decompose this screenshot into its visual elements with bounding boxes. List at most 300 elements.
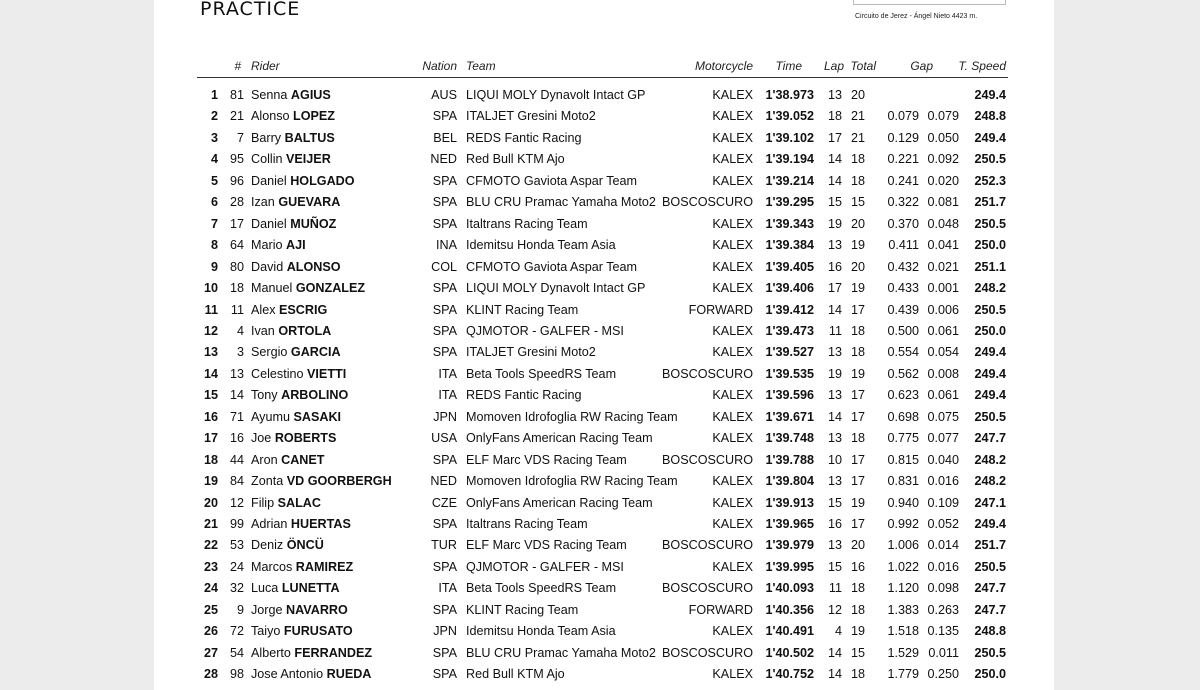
rider-last-name: MUÑOZ [290, 216, 337, 231]
time-cell: 1'39.527 [765, 345, 814, 360]
lap-cell: 16 [827, 517, 842, 531]
motorcycle-cell: BOSCOSCURO [662, 538, 753, 553]
position-cell: 7 [210, 216, 218, 231]
rider-name-cell [251, 171, 355, 193]
prev-gap-cell: 0.050 [927, 130, 959, 145]
rider-name-cell [251, 535, 324, 557]
rider-first-name: Manuel [251, 281, 293, 296]
position-cell: 14 [203, 366, 218, 381]
top-speed-cell: 251.1 [974, 259, 1006, 274]
rider-first-name: Jose Antonio [251, 667, 324, 682]
position-cell: 1 [210, 88, 218, 102]
rider-first-name: Collin [251, 152, 283, 167]
rider-last-name: ARBOLINO [281, 388, 349, 403]
total-laps-cell: 19 [850, 366, 865, 381]
time-cell: 1'39.788 [765, 452, 814, 467]
rider-number-cell: 32 [229, 581, 244, 596]
motorcycle-cell: BOSCOSCURO [662, 581, 753, 596]
time-cell: 1'39.412 [765, 302, 814, 317]
nation-cell: SPA [432, 323, 457, 338]
table-row [154, 192, 1054, 214]
time-cell: 1'39.995 [765, 559, 814, 574]
table-row [154, 493, 1054, 515]
rider-name-cell [251, 342, 341, 364]
nation-cell: ITA [438, 366, 457, 381]
rider-number-cell: 13 [229, 366, 244, 381]
lap-cell: 13 [827, 431, 842, 446]
prev-gap-cell: 0.006 [927, 302, 959, 317]
motorcycle-cell: KALEX [712, 559, 753, 574]
position-cell: 19 [203, 474, 218, 489]
table-row [154, 664, 1054, 686]
total-laps-cell: 19 [850, 495, 865, 510]
table-row [154, 385, 1054, 407]
lap-cell: 14 [827, 173, 842, 188]
lap-cell: 14 [827, 152, 842, 167]
rider-number-cell: 53 [229, 538, 244, 553]
time-cell: 1'39.804 [765, 474, 814, 489]
rider-last-name: ÖNCÜ [286, 538, 324, 553]
nation-cell: SPA [432, 559, 457, 574]
team-cell: Momoven Idrofoglia RW Racing Team [466, 409, 678, 424]
total-laps-cell: 20 [850, 538, 865, 553]
top-speed-cell: 249.4 [974, 366, 1006, 381]
time-cell: 1'40.752 [765, 667, 814, 682]
top-speed-cell: 250.5 [974, 409, 1006, 424]
position-cell: 13 [203, 345, 218, 360]
lap-cell: 19 [827, 366, 842, 381]
total-laps-cell: 19 [850, 624, 865, 639]
total-laps-cell: 17 [850, 452, 865, 467]
table-row [154, 235, 1054, 257]
motorcycle-cell: KALEX [712, 259, 753, 274]
table-row [154, 128, 1054, 150]
prev-gap-cell: 0.098 [927, 581, 959, 596]
table-row [154, 514, 1054, 536]
position-cell: 27 [203, 645, 218, 660]
rider-name-cell [251, 428, 336, 450]
table-row [154, 471, 1054, 493]
nation-cell: CZE [431, 495, 457, 510]
prev-gap-cell: 0.081 [927, 195, 959, 210]
motorcycle-cell: BOSCOSCURO [662, 366, 753, 381]
team-cell: ELF Marc VDS Racing Team [466, 452, 627, 467]
rider-first-name: Taiyo [251, 624, 281, 639]
col-motorcycle: Motorcycle [694, 59, 753, 73]
rider-number-cell: 3 [236, 345, 244, 360]
gap-cell: 1.529 [887, 645, 919, 660]
total-laps-cell: 15 [850, 195, 865, 210]
total-laps-cell: 17 [850, 302, 865, 317]
total-laps-cell: 18 [850, 667, 865, 682]
rider-name-cell [251, 321, 331, 343]
rider-name-cell [251, 106, 335, 128]
lap-cell: 14 [827, 409, 842, 424]
motorcycle-cell: FORWARD [688, 602, 753, 617]
team-cell: Beta Tools SpeedRS Team [466, 581, 617, 596]
team-cell: ITALJET Gresini Moto2 [466, 109, 596, 124]
lap-cell: 14 [827, 667, 842, 682]
prev-gap-cell: 0.021 [927, 259, 959, 274]
gap-cell: 0.562 [887, 366, 919, 381]
position-cell: 3 [210, 130, 218, 145]
rider-first-name: Senna [251, 88, 288, 102]
time-cell: 1'38.973 [765, 88, 814, 102]
prev-gap-cell: 0.109 [927, 495, 959, 510]
rider-number-cell: 72 [229, 624, 244, 639]
motorcycle-cell: KALEX [712, 431, 753, 446]
position-cell: 6 [210, 195, 218, 210]
top-speed-cell: 247.7 [974, 581, 1006, 596]
rider-name-cell [251, 600, 348, 622]
rider-number-cell: 44 [229, 452, 244, 467]
table-row [154, 300, 1054, 322]
lap-cell: 17 [827, 130, 842, 145]
table-row [154, 342, 1054, 364]
rider-last-name: BALTUS [284, 130, 335, 145]
rider-name-cell [251, 557, 353, 579]
team-cell: CFMOTO Gaviota Aspar Team [466, 259, 638, 274]
motorcycle-cell: BOSCOSCURO [662, 645, 753, 660]
table-row [154, 621, 1054, 643]
time-cell: 1'39.748 [765, 431, 814, 446]
rider-first-name: Luca [251, 581, 279, 596]
prev-gap-cell: 0.061 [927, 323, 959, 338]
gap-cell: 0.698 [887, 409, 919, 424]
rider-last-name: HOLGADO [290, 173, 355, 188]
total-laps-cell: 18 [850, 602, 865, 617]
team-cell: REDS Fantic Racing [466, 130, 582, 145]
rider-number-cell: 11 [230, 302, 244, 317]
table-row [154, 407, 1054, 429]
prev-gap-cell: 0.079 [927, 109, 959, 124]
team-cell: Italtrans Racing Team [466, 517, 588, 531]
time-cell: 1'39.979 [765, 538, 814, 553]
prev-gap-cell: 0.008 [927, 366, 959, 381]
table-row [154, 428, 1054, 450]
lap-cell: 13 [827, 88, 842, 102]
time-cell: 1'39.052 [765, 109, 814, 124]
team-cell: ELF Marc VDS Racing Team [466, 538, 627, 553]
top-speed-cell: 249.4 [974, 388, 1006, 403]
rider-number-cell: 99 [229, 517, 244, 531]
motorcycle-cell: KALEX [712, 474, 753, 489]
rider-number-cell: 96 [229, 173, 244, 188]
top-speed-cell: 247.1 [974, 495, 1006, 510]
gap-cell: 0.432 [887, 259, 919, 274]
position-cell: 22 [203, 538, 218, 553]
time-cell: 1'39.596 [765, 388, 814, 403]
motorcycle-cell: KALEX [712, 388, 753, 403]
team-cell: Italtrans Racing Team [466, 216, 588, 231]
lap-cell: 4 [834, 624, 842, 639]
gap-cell: 0.500 [887, 323, 919, 338]
col-time: Time [775, 59, 802, 73]
position-cell: 17 [203, 431, 218, 446]
position-cell: 18 [203, 452, 218, 467]
rider-number-cell: 64 [229, 238, 244, 253]
team-cell: QJMOTOR - GALFER - MSI [466, 559, 624, 574]
rider-first-name: Alberto [251, 645, 291, 660]
total-laps-cell: 17 [850, 517, 865, 531]
nation-cell: SPA [432, 195, 457, 210]
rider-first-name: Celestino [251, 366, 304, 381]
table-row [154, 171, 1054, 193]
rider-number-cell: 81 [229, 88, 244, 102]
rider-first-name: Marcos [251, 559, 293, 574]
time-cell: 1'39.913 [765, 495, 814, 510]
col-gap: Gap [910, 59, 933, 73]
nation-cell: SPA [432, 173, 457, 188]
total-laps-cell: 21 [850, 130, 865, 145]
rider-first-name: Izan [251, 195, 275, 210]
team-cell: Idemitsu Honda Team Asia [466, 624, 616, 639]
team-cell: Momoven Idrofoglia RW Racing Team [466, 474, 678, 489]
top-speed-cell: 252.3 [974, 173, 1006, 188]
motorcycle-cell: FORWARD [688, 302, 753, 317]
table-row [154, 106, 1054, 128]
table-row [154, 535, 1054, 557]
time-cell: 1'39.473 [765, 323, 814, 338]
time-cell: 1'40.093 [765, 581, 814, 596]
col-total: Total [850, 59, 876, 73]
motorcycle-cell: KALEX [712, 345, 753, 360]
rider-name-cell [251, 257, 341, 279]
time-cell: 1'39.671 [765, 409, 814, 424]
prev-gap-cell: 0.250 [927, 667, 959, 682]
top-speed-cell: 248.8 [974, 624, 1006, 639]
lap-cell: 14 [827, 645, 842, 660]
motorcycle-cell: KALEX [712, 173, 753, 188]
lap-cell: 15 [827, 195, 842, 210]
motorcycle-cell: KALEX [712, 409, 753, 424]
team-cell: KLINT Racing Team [466, 302, 579, 317]
position-cell: 28 [203, 667, 218, 682]
top-speed-cell: 248.2 [974, 452, 1006, 467]
lap-cell: 16 [827, 259, 842, 274]
gap-cell: 0.411 [888, 238, 919, 253]
position-cell: 15 [203, 388, 218, 403]
time-cell: 1'39.535 [765, 366, 814, 381]
top-speed-cell: 250.5 [974, 216, 1006, 231]
rider-first-name: Joe [251, 431, 272, 446]
time-cell: 1'39.214 [765, 173, 814, 188]
col-speed: T. Speed [958, 59, 1006, 73]
rider-name-cell [251, 578, 340, 600]
rider-name-cell [251, 278, 365, 300]
total-laps-cell: 16 [850, 559, 865, 574]
rider-number-cell: 54 [229, 645, 244, 660]
time-cell: 1'39.406 [765, 281, 814, 296]
rider-last-name: RUEDA [326, 667, 372, 682]
nation-cell: SPA [432, 216, 457, 231]
time-cell: 1'39.295 [765, 195, 814, 210]
team-cell: Idemitsu Honda Team Asia [466, 238, 616, 253]
circuit-info: Circuito de Jerez - Ángel Nieto 4423 m. [855, 13, 978, 20]
rider-last-name: LOPEZ [293, 109, 335, 124]
nation-cell: JPN [433, 409, 457, 424]
col-team: Team [466, 59, 496, 73]
time-cell: 1'39.965 [765, 517, 814, 531]
total-laps-cell: 18 [850, 152, 865, 167]
rider-name-cell [251, 214, 336, 236]
position-cell: 21 [203, 517, 218, 531]
rider-first-name: Sergio [251, 345, 288, 360]
nation-cell: ITA [438, 388, 457, 403]
rider-first-name: Aron [251, 452, 278, 467]
nation-cell: JPN [433, 624, 457, 639]
table-row [154, 149, 1054, 171]
rider-name-cell [251, 450, 325, 472]
prev-gap-cell: 0.040 [927, 452, 959, 467]
top-speed-cell: 250.0 [974, 238, 1006, 253]
team-cell: QJMOTOR - GALFER - MSI [466, 323, 624, 338]
total-laps-cell: 17 [850, 409, 865, 424]
rider-first-name: Ivan [251, 323, 275, 338]
top-speed-cell: 248.2 [974, 474, 1006, 489]
motorcycle-cell: KALEX [712, 624, 753, 639]
nation-cell: USA [431, 431, 457, 446]
total-laps-cell: 17 [850, 474, 865, 489]
table-row [154, 321, 1054, 343]
top-speed-cell: 251.7 [974, 538, 1006, 553]
nation-cell: TUR [431, 538, 457, 553]
rider-name-cell [251, 385, 348, 407]
gap-cell: 0.129 [887, 130, 919, 145]
motorcycle-cell: KALEX [712, 130, 753, 145]
rider-first-name: Deniz [251, 538, 284, 553]
motorcycle-cell: KALEX [712, 323, 753, 338]
rider-name-cell [251, 493, 321, 515]
total-laps-cell: 18 [850, 323, 865, 338]
team-cell: Red Bull KTM Ajo [466, 667, 565, 682]
rider-last-name: LUNETTA [281, 581, 340, 596]
gap-cell: 0.241 [887, 173, 919, 188]
lap-cell: 11 [828, 581, 842, 596]
gap-cell: 0.554 [887, 345, 919, 360]
nation-cell: SPA [432, 281, 457, 296]
gap-cell: 0.775 [887, 431, 919, 446]
rider-last-name: GUEVARA [278, 195, 341, 210]
prev-gap-cell: 0.052 [927, 517, 959, 531]
position-cell: 9 [210, 259, 218, 274]
table-row [154, 578, 1054, 600]
position-cell: 24 [203, 581, 218, 596]
table-row [154, 85, 1054, 107]
gap-cell: 1.120 [887, 581, 919, 596]
rider-number-cell: 14 [229, 388, 244, 403]
lap-cell: 12 [827, 602, 842, 617]
rider-last-name: ROBERTS [274, 431, 337, 446]
rider-number-cell: 24 [229, 559, 244, 574]
rider-name-cell [251, 621, 353, 643]
prev-gap-cell: 0.016 [927, 559, 959, 574]
col-pos: # [234, 59, 241, 73]
team-cell: BLU CRU Pramac Yamaha Moto2 [466, 645, 656, 660]
rider-last-name: VIETTI [307, 366, 347, 381]
time-cell: 1'39.102 [765, 130, 814, 145]
position-cell: 5 [210, 173, 218, 188]
time-cell: 1'40.356 [765, 602, 814, 617]
lap-cell: 13 [827, 238, 842, 253]
top-speed-cell: 249.4 [974, 517, 1006, 531]
rider-number-cell: 17 [229, 216, 244, 231]
gap-cell: 0.992 [887, 517, 919, 531]
motorcycle-cell: KALEX [712, 238, 753, 253]
table-row [154, 600, 1054, 622]
rider-last-name: GARCIA [290, 345, 341, 360]
top-speed-cell: 247.7 [974, 602, 1006, 617]
prev-gap-cell: 0.011 [928, 645, 959, 660]
total-laps-cell: 18 [850, 345, 865, 360]
prev-gap-cell: 0.075 [927, 409, 959, 424]
total-laps-cell: 19 [850, 238, 865, 253]
rider-number-cell: 71 [229, 409, 244, 424]
top-speed-cell: 250.0 [974, 323, 1006, 338]
time-cell: 1'39.343 [765, 216, 814, 231]
prev-gap-cell: 0.092 [927, 152, 959, 167]
top-speed-cell: 249.4 [974, 130, 1006, 145]
gap-cell: 0.370 [887, 216, 919, 231]
gap-cell: 0.221 [887, 152, 919, 167]
motorcycle-cell: KALEX [712, 495, 753, 510]
nation-cell: SPA [432, 602, 457, 617]
position-cell: 12 [203, 323, 218, 338]
nation-cell: SPA [432, 345, 457, 360]
lap-cell: 14 [827, 302, 842, 317]
rider-number-cell: 7 [236, 130, 244, 145]
position-cell: 2 [210, 109, 218, 124]
lap-cell: 10 [827, 452, 842, 467]
rider-first-name: Adrian [251, 517, 288, 531]
total-laps-cell: 17 [850, 388, 865, 403]
total-laps-cell: 19 [850, 281, 865, 296]
rider-last-name: ALONSO [286, 259, 341, 274]
prev-gap-cell: 0.001 [927, 281, 959, 296]
lap-cell: 13 [827, 538, 842, 553]
lap-cell: 18 [827, 109, 842, 124]
prev-gap-cell: 0.014 [927, 538, 959, 553]
table-header [154, 57, 1054, 77]
gap-cell: 1.779 [887, 667, 919, 682]
table-row [154, 364, 1054, 386]
top-speed-cell: 247.7 [974, 431, 1006, 446]
rider-number-cell: 98 [229, 667, 244, 682]
rider-number-cell: 4 [236, 323, 244, 338]
rider-last-name: VEIJER [286, 152, 331, 167]
team-cell: OnlyFans American Racing Team [466, 495, 653, 510]
team-cell: LIQUI MOLY Dynavolt Intact GP [466, 88, 646, 102]
rider-first-name: David [251, 259, 284, 274]
position-cell: 4 [210, 152, 218, 167]
gap-cell: 1.518 [887, 624, 919, 639]
nation-cell: AUS [431, 88, 457, 102]
gap-cell: 1.383 [887, 602, 919, 617]
results-sheet [154, 0, 1054, 690]
total-laps-cell: 18 [850, 173, 865, 188]
lap-cell: 17 [827, 281, 842, 296]
gap-cell: 0.623 [887, 388, 919, 403]
rider-number-cell: 12 [229, 495, 244, 510]
header-rule [197, 77, 1008, 78]
position-cell: 20 [203, 495, 218, 510]
position-cell: 25 [203, 602, 218, 617]
rider-number-cell: 95 [229, 152, 244, 167]
table-row [154, 557, 1054, 579]
position-cell: 16 [203, 409, 218, 424]
table-row [154, 278, 1054, 300]
rider-number-cell: 9 [236, 602, 244, 617]
